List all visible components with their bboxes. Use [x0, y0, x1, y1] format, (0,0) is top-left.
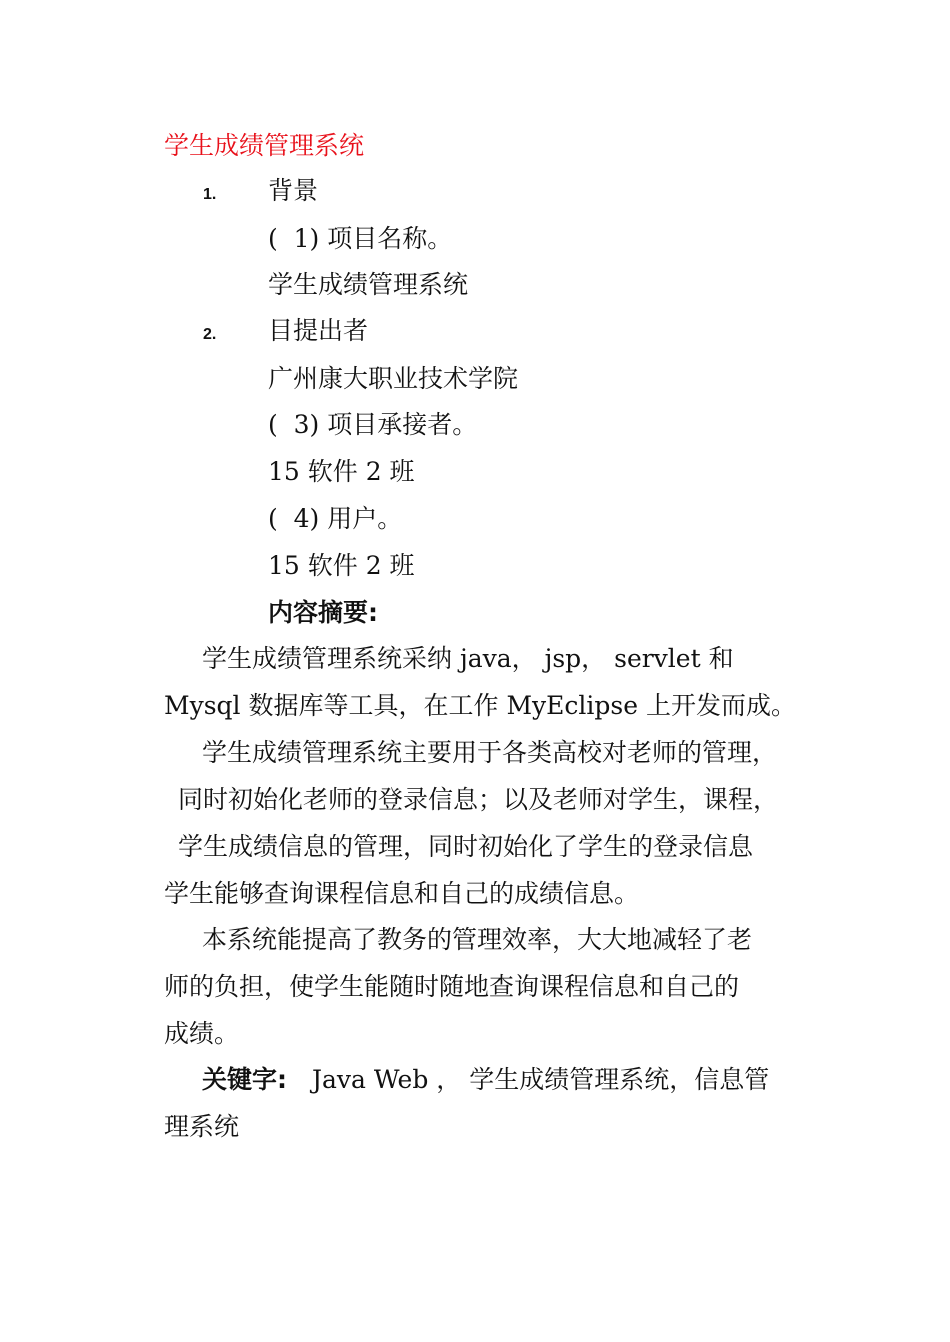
abstract-line: 学生成绩管理系统主要用于各类高校对老师的管理， [202, 738, 778, 767]
section-heading: 目提出者 [268, 316, 369, 345]
item-line: 广州康大职业技术学院 [268, 364, 519, 393]
abstract-line: Mysql 数据库等工具，在工作 MyEclipse 上开发而成。 [164, 691, 796, 720]
abstract-line: 同时初始化老师的登录信息；以及老师对学生，课程， [178, 785, 779, 814]
keywords-line: Java Web ， 学生成绩管理系统，信息管 [312, 1065, 770, 1094]
abstract-heading: 内容摘要: [268, 598, 378, 627]
item-line: 15 软件 2 班 [268, 457, 415, 486]
item-line: ( 1) 项目名称。 [268, 224, 453, 253]
abstract-line: 学生成绩信息的管理，同时初始化了学生的登录信息 [178, 832, 754, 861]
section-number: 2. [203, 326, 217, 343]
abstract-line: 本系统能提高了教务的管理效率，大大地减轻了老 [202, 925, 753, 954]
keywords-label: 关键字: [202, 1065, 287, 1094]
abstract-line: 学生能够查询课程信息和自己的成绩信息。 [164, 879, 640, 908]
item-line: 15 软件 2 班 [268, 551, 415, 580]
item-line: 学生成绩管理系统 [268, 270, 469, 299]
section-heading: 背景 [268, 176, 319, 205]
abstract-line: 成绩。 [164, 1019, 240, 1048]
item-line: ( 4) 用户。 [268, 504, 403, 533]
document-title: 学生成绩管理系统 [164, 131, 365, 160]
abstract-line: 学生成绩管理系统采纳 java， jsp， servlet 和 [202, 644, 734, 673]
abstract-line: 师的负担，使学生能随时随地查询课程信息和自己的 [164, 972, 740, 1001]
item-line: ( 3) 项目承接者。 [268, 410, 478, 439]
section-number: 1. [203, 186, 217, 203]
keywords-line: 理系统 [164, 1112, 240, 1141]
